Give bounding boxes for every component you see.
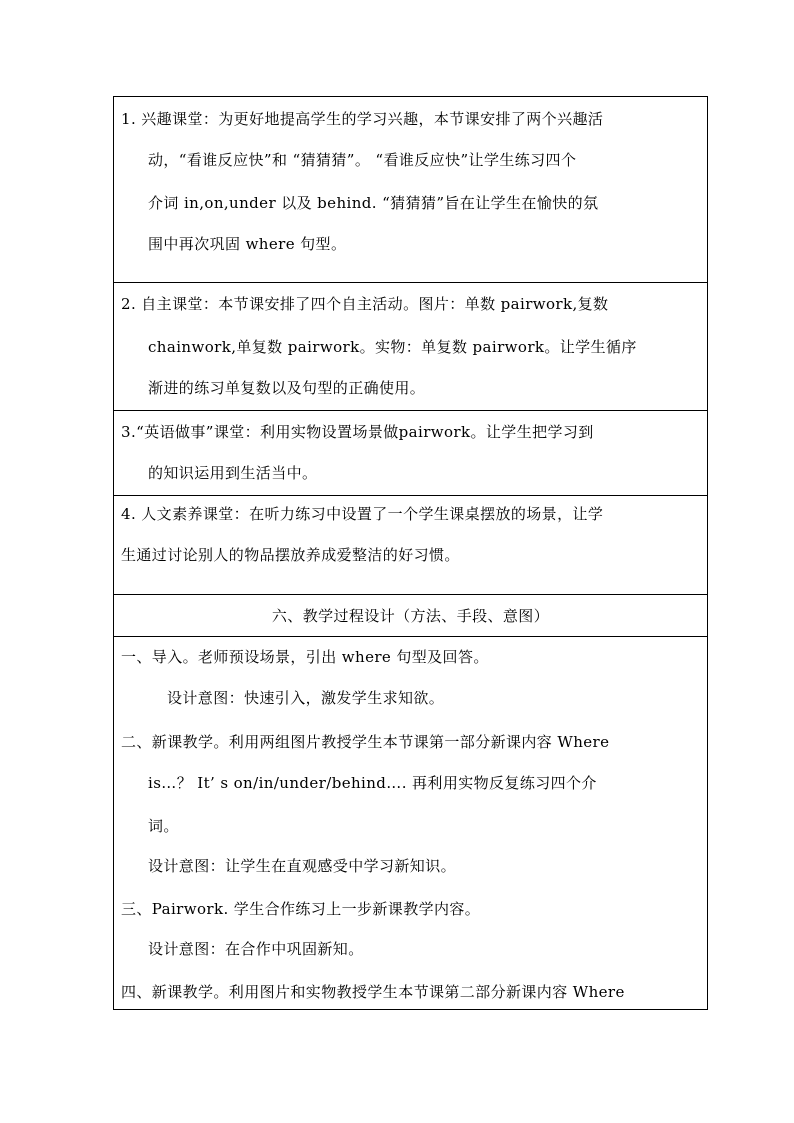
text-line: 介词 in,on,under 以及 behind. “猜猜猜”旨在让学生在愉快的氛 bbox=[148, 194, 599, 212]
text-line: 2. 自主课堂：本节课安排了四个自主活动。图片：单数 pairwork,复数 bbox=[121, 295, 609, 313]
text-line: 设计意图：快速引入，激发学生求知欲。 bbox=[167, 689, 445, 707]
text-line: 4. 人文素养课堂：在听力练习中设置了一个学生课桌摆放的场景，让学 bbox=[121, 505, 604, 523]
text-line: 三、Pairwork. 学生合作练习上一步新课教学内容。 bbox=[121, 900, 481, 918]
document-table bbox=[113, 96, 708, 1010]
text-line: 设计意图：在合作中巩固新知。 bbox=[148, 940, 364, 958]
section-self-directed-class bbox=[114, 282, 707, 411]
text-line: 一、导入。老师预设场景，引出 where 句型及回答。 bbox=[121, 648, 489, 666]
text-line: 围中再次巩固 where 句型。 bbox=[148, 235, 347, 253]
text-line: 3.“英语做事”课堂：利用实物设置场景做pairwork。让学生把学习到 bbox=[121, 423, 594, 441]
section-humanities-class bbox=[114, 495, 707, 595]
text-line: 1. 兴趣课堂：为更好地提高学生的学习兴趣，本节课安排了两个兴趣活 bbox=[121, 110, 604, 128]
text-line: 动，“看谁反应快”和 “猜猜猜”。 “看谁反应快”让学生练习四个 bbox=[148, 151, 577, 169]
section-english-doing-class bbox=[114, 410, 707, 496]
teaching-process bbox=[114, 636, 707, 1010]
text-line: 四、新课教学。利用图片和实物教授学生本节课第二部分新课内容 Where bbox=[121, 983, 625, 1001]
section-heading bbox=[114, 594, 707, 637]
section-interest-class bbox=[114, 97, 707, 282]
text-line: 词。 bbox=[148, 817, 179, 835]
section-title: 六、教学过程设计（方法、手段、意图） bbox=[271, 607, 550, 625]
text-line: 渐进的练习单复数以及句型的正确使用。 bbox=[148, 379, 426, 397]
text-line: chainwork,单复数 pairwork。实物：单复数 pairwork。让学生循序 bbox=[148, 338, 637, 356]
text-line: 的知识运用到生活当中。 bbox=[148, 464, 318, 482]
text-line: is…？ It’ s on/in/under/behind…. 再利用实物反复练习四个介 bbox=[148, 774, 597, 792]
text-line: 二、新课教学。利用两组图片教授学生本节课第一部分新课内容 Where bbox=[121, 733, 610, 751]
text-line: 生通过讨论别人的物品摆放养成爱整洁的好习惯。 bbox=[121, 546, 460, 564]
text-line: 设计意图：让学生在直观感受中学习新知识。 bbox=[148, 857, 457, 875]
